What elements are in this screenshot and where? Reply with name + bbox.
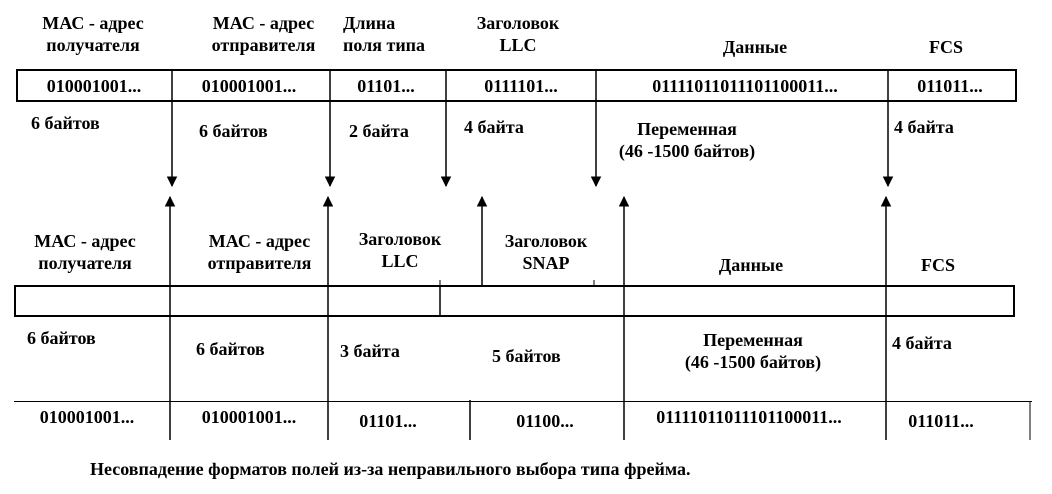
bottom-header-llc: Заголовок LLC	[358, 229, 442, 271]
top-header-length: Длина поля типа	[343, 13, 426, 55]
top-size-dest-mac: 6 байтов	[31, 113, 100, 133]
top-header-fcs: FCS	[928, 37, 963, 57]
bottom-header-snap: Заголовок SNAP	[504, 231, 588, 273]
bottom-frame-separators	[170, 286, 886, 440]
bottom-header-data: Данные	[718, 255, 784, 275]
bottom-value-dest-mac: 010001001...	[39, 407, 135, 427]
bottom-size-src-mac: 6 байтов	[196, 339, 265, 359]
down-arrows	[172, 102, 888, 186]
top-frame-separators	[172, 70, 888, 101]
top-value-data: 01111011011101100011...	[652, 76, 838, 96]
bottom-value-fcs: 011011...	[908, 411, 974, 431]
top-size-data: Переменная (46 -1500 байтов)	[618, 119, 756, 161]
bottom-value-llc: 01101...	[359, 411, 417, 431]
top-value-llc: 0111101...	[484, 76, 558, 96]
top-value-src-mac: 010001001...	[201, 76, 297, 96]
bottom-size-data: Переменная (46 -1500 байтов)	[684, 330, 822, 372]
top-header-data: Данные	[722, 37, 788, 57]
bottom-value-snap: 01100...	[516, 411, 574, 431]
top-value-dest-mac: 010001001...	[46, 76, 142, 96]
top-header-src-mac: МАС - адрес отправителя	[211, 13, 316, 55]
top-size-length: 2 байта	[349, 121, 409, 141]
top-size-llc: 4 байта	[464, 117, 524, 137]
top-size-src-mac: 6 байтов	[199, 121, 268, 141]
bottom-value-data: 01111011011101100011...	[656, 407, 842, 427]
bottom-header-dest-mac: МАС - адрес получателя	[34, 231, 136, 273]
bottom-value-src-mac: 010001001...	[201, 407, 297, 427]
top-size-fcs: 4 байта	[894, 117, 954, 137]
bottom-header-fcs: FCS	[920, 255, 955, 275]
bottom-size-dest-mac: 6 байтов	[27, 328, 96, 348]
top-value-fcs: 011011...	[917, 76, 983, 96]
bottom-size-snap: 5 байтов	[492, 346, 561, 366]
bottom-header-src-mac: МАС - адрес отправителя	[207, 231, 312, 273]
diagram-caption: Несовпадение форматов полей из-за неправильного выбора типа фрейма.	[90, 459, 691, 479]
up-arrows	[170, 197, 886, 286]
bottom-size-llc: 3 байта	[340, 341, 400, 361]
top-header-llc: Заголовок LLC	[476, 13, 560, 55]
top-header-dest-mac: МАС - адрес получателя	[42, 13, 144, 55]
top-value-length: 01101...	[357, 76, 415, 96]
bottom-size-fcs: 4 байта	[892, 333, 952, 353]
bottom-frame-small-ticks	[440, 280, 1030, 440]
